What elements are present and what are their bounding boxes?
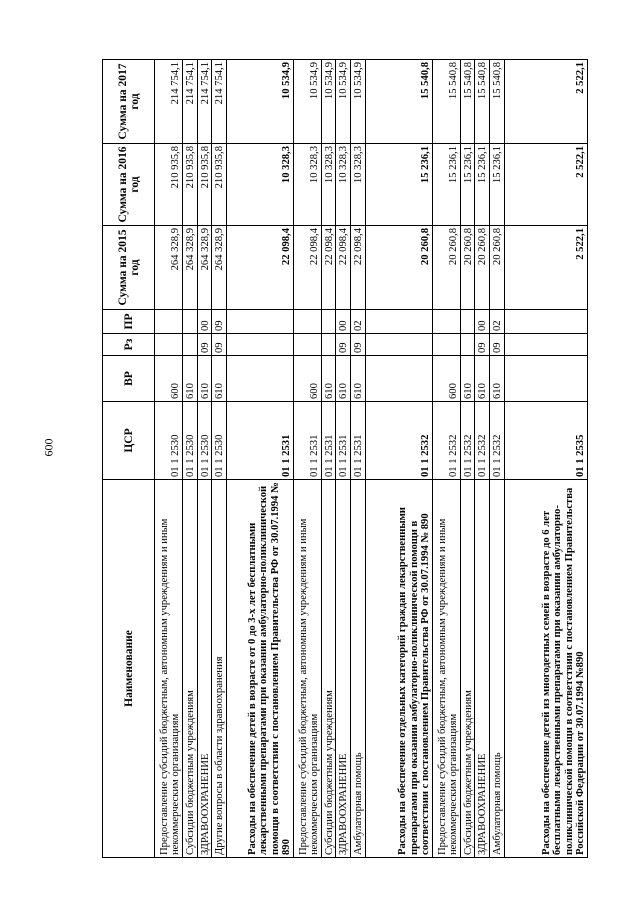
row-rz <box>183 334 198 356</box>
row-sum-2017: 214 754,1 <box>155 60 183 144</box>
row-rz <box>460 334 475 356</box>
row-rz <box>155 334 183 356</box>
row-vr <box>226 356 293 402</box>
row-sum-2016: 10 328,3 <box>336 144 351 226</box>
row-name: ЗДРАВООХРАНЕНИЕ <box>197 480 212 858</box>
row-pr <box>226 310 293 334</box>
row-name: Расходы на обеспечение детей из многодетных семей в возрасте до 6 лет бесплатными лекарственными препаратами при оказании амбулаторно-поликлинической помощи в соответствии с постановлением Правительства Российской Федерации от 30.07.1994 №890 <box>504 480 587 858</box>
row-name: Субсидии бюджетным учреждениям <box>183 480 198 858</box>
row-rz: 09 <box>212 334 227 356</box>
page-number: 600 <box>41 438 56 457</box>
row-sum-2016: 210 935,8 <box>197 144 212 226</box>
row-csr: 01 1 2531 <box>336 402 351 480</box>
table-row <box>351 60 366 858</box>
row-sum-2015: 264 328,9 <box>212 226 227 310</box>
table-row <box>197 60 212 858</box>
budget-table-rotated <box>102 60 588 858</box>
row-rz <box>293 334 321 356</box>
row-vr <box>365 356 432 402</box>
row-name: Другие вопросы в области здравоохранения <box>212 480 227 858</box>
row-sum-2016: 10 328,3 <box>321 144 336 226</box>
row-sum-2015: 20 260,8 <box>365 226 432 310</box>
row-rz: 09 <box>197 334 212 356</box>
row-rz: 09 <box>489 334 504 356</box>
row-sum-2016: 10 328,3 <box>351 144 366 226</box>
row-csr: 01 1 2530 <box>212 402 227 480</box>
row-sum-2015: 20 260,8 <box>489 226 504 310</box>
table-row <box>504 60 587 858</box>
row-rz: 09 <box>475 334 490 356</box>
table-row <box>183 60 198 858</box>
header-sum-2016: Сумма на 2016 год <box>103 144 155 226</box>
header-rz: Рз <box>103 334 155 356</box>
table-row <box>293 60 321 858</box>
row-sum-2015: 22 098,4 <box>351 226 366 310</box>
row-sum-2017: 15 540,8 <box>460 60 475 144</box>
header-name: Наименование <box>103 480 155 858</box>
row-sum-2017: 214 754,1 <box>212 60 227 144</box>
row-pr <box>321 310 336 334</box>
row-sum-2015: 22 098,4 <box>226 226 293 310</box>
row-sum-2016: 210 935,8 <box>212 144 227 226</box>
row-csr: 01 1 2535 <box>504 402 587 480</box>
row-sum-2016: 10 328,3 <box>226 144 293 226</box>
row-name: Предоставление субсидий бюджетным, автономным учреждениям и иным некоммерческим организациям <box>432 480 460 858</box>
table-header-row <box>103 60 155 858</box>
row-sum-2017: 2 522,1 <box>504 60 587 144</box>
row-sum-2016: 210 935,8 <box>183 144 198 226</box>
row-name: Амбулаторная помощь <box>489 480 504 858</box>
row-sum-2015: 22 098,4 <box>336 226 351 310</box>
row-sum-2016: 15 236,1 <box>432 144 460 226</box>
row-pr <box>460 310 475 334</box>
row-name: Субсидии бюджетным учреждениям <box>321 480 336 858</box>
row-csr: 01 1 2532 <box>475 402 490 480</box>
row-csr: 01 1 2530 <box>197 402 212 480</box>
row-pr <box>504 310 587 334</box>
row-sum-2015: 22 098,4 <box>293 226 321 310</box>
header-vr: ВР <box>103 356 155 402</box>
row-sum-2017: 10 534,9 <box>293 60 321 144</box>
row-pr: 00 <box>197 310 212 334</box>
row-name: ЗДРАВООХРАНЕНИЕ <box>336 480 351 858</box>
table-body <box>155 60 588 858</box>
row-csr: 01 1 2530 <box>183 402 198 480</box>
row-sum-2017: 15 540,8 <box>475 60 490 144</box>
table-row <box>432 60 460 858</box>
row-vr: 610 <box>336 356 351 402</box>
row-pr: 02 <box>489 310 504 334</box>
row-pr <box>155 310 183 334</box>
table-row <box>489 60 504 858</box>
row-csr: 01 1 2531 <box>351 402 366 480</box>
row-vr: 610 <box>197 356 212 402</box>
row-name: Субсидии бюджетным учреждениям <box>460 480 475 858</box>
row-rz <box>226 334 293 356</box>
row-name: Предоставление субсидий бюджетным, автономным учреждениям и иным некоммерческим организациям <box>293 480 321 858</box>
table-row <box>365 60 432 858</box>
row-rz <box>365 334 432 356</box>
row-csr: 01 1 2530 <box>155 402 183 480</box>
row-csr: 01 1 2532 <box>432 402 460 480</box>
row-sum-2017: 214 754,1 <box>197 60 212 144</box>
row-sum-2016: 15 236,1 <box>489 144 504 226</box>
table-row <box>212 60 227 858</box>
row-sum-2016: 15 236,1 <box>475 144 490 226</box>
row-vr: 610 <box>212 356 227 402</box>
row-csr: 01 1 2532 <box>365 402 432 480</box>
row-sum-2015: 264 328,9 <box>183 226 198 310</box>
row-vr: 600 <box>155 356 183 402</box>
header-sum-2017: Сумма на 2017 год <box>103 60 155 144</box>
row-name: Расходы на обеспечение отдельных категорий граждан лекарственными препаратами при оказании амбулаторно-поликлинической помощи в соответствии с постановлением Правительства РФ от 30.07.1994 № 890 <box>365 480 432 858</box>
budget-table <box>102 59 588 858</box>
row-csr: 01 1 2532 <box>489 402 504 480</box>
row-sum-2017: 15 540,8 <box>489 60 504 144</box>
row-sum-2016: 10 328,3 <box>293 144 321 226</box>
row-pr: 02 <box>351 310 366 334</box>
row-vr: 610 <box>489 356 504 402</box>
row-pr <box>293 310 321 334</box>
row-sum-2015: 264 328,9 <box>197 226 212 310</box>
row-sum-2016: 15 236,1 <box>460 144 475 226</box>
row-rz <box>321 334 336 356</box>
row-sum-2017: 10 534,9 <box>336 60 351 144</box>
row-rz <box>504 334 587 356</box>
row-vr: 610 <box>351 356 366 402</box>
row-sum-2015: 264 328,9 <box>155 226 183 310</box>
row-name: Предоставление субсидий бюджетным, автономным учреждениям и иным некоммерческим организациям <box>155 480 183 858</box>
row-sum-2017: 214 754,1 <box>183 60 198 144</box>
row-vr: 600 <box>293 356 321 402</box>
row-sum-2017: 15 540,8 <box>365 60 432 144</box>
row-pr <box>365 310 432 334</box>
row-sum-2017: 15 540,8 <box>432 60 460 144</box>
table-row <box>460 60 475 858</box>
row-sum-2015: 22 098,4 <box>321 226 336 310</box>
table-row <box>475 60 490 858</box>
row-sum-2017: 10 534,9 <box>226 60 293 144</box>
row-sum-2015: 20 260,8 <box>475 226 490 310</box>
row-vr: 610 <box>460 356 475 402</box>
row-pr <box>183 310 198 334</box>
row-csr: 01 1 2531 <box>293 402 321 480</box>
row-vr: 600 <box>432 356 460 402</box>
header-pr: ПР <box>103 310 155 334</box>
row-rz <box>432 334 460 356</box>
table-row <box>336 60 351 858</box>
row-sum-2016: 15 236,1 <box>365 144 432 226</box>
row-name: ЗДРАВООХРАНЕНИЕ <box>475 480 490 858</box>
row-name: Амбулаторная помощь <box>351 480 366 858</box>
row-vr: 610 <box>183 356 198 402</box>
row-sum-2016: 2 522,1 <box>504 144 587 226</box>
row-pr: 00 <box>475 310 490 334</box>
table-row <box>155 60 183 858</box>
row-sum-2015: 2 522,1 <box>504 226 587 310</box>
row-sum-2016: 210 935,8 <box>155 144 183 226</box>
row-rz: 09 <box>336 334 351 356</box>
table-row <box>226 60 293 858</box>
row-vr: 610 <box>321 356 336 402</box>
row-pr: 09 <box>212 310 227 334</box>
row-csr: 01 1 2531 <box>321 402 336 480</box>
row-name: Расходы на обеспечение детей в возрасте от 0 до 3-х лет бесплатными лекарственными препаратами при оказании амбулаторно-поликлинической помощи в соответствии с постановлением Правительства РФ от 30.07.1994 № 890 <box>226 480 293 858</box>
row-sum-2015: 20 260,8 <box>432 226 460 310</box>
row-pr: 00 <box>336 310 351 334</box>
row-csr: 01 1 2531 <box>226 402 293 480</box>
row-vr <box>504 356 587 402</box>
row-sum-2017: 10 534,9 <box>351 60 366 144</box>
row-pr <box>432 310 460 334</box>
table-row <box>321 60 336 858</box>
row-rz: 09 <box>351 334 366 356</box>
header-csr: ЦСР <box>103 402 155 480</box>
header-sum-2015: Сумма на 2015 год <box>103 226 155 310</box>
row-sum-2017: 10 534,9 <box>321 60 336 144</box>
row-sum-2015: 20 260,8 <box>460 226 475 310</box>
row-vr: 610 <box>475 356 490 402</box>
row-csr: 01 1 2532 <box>460 402 475 480</box>
